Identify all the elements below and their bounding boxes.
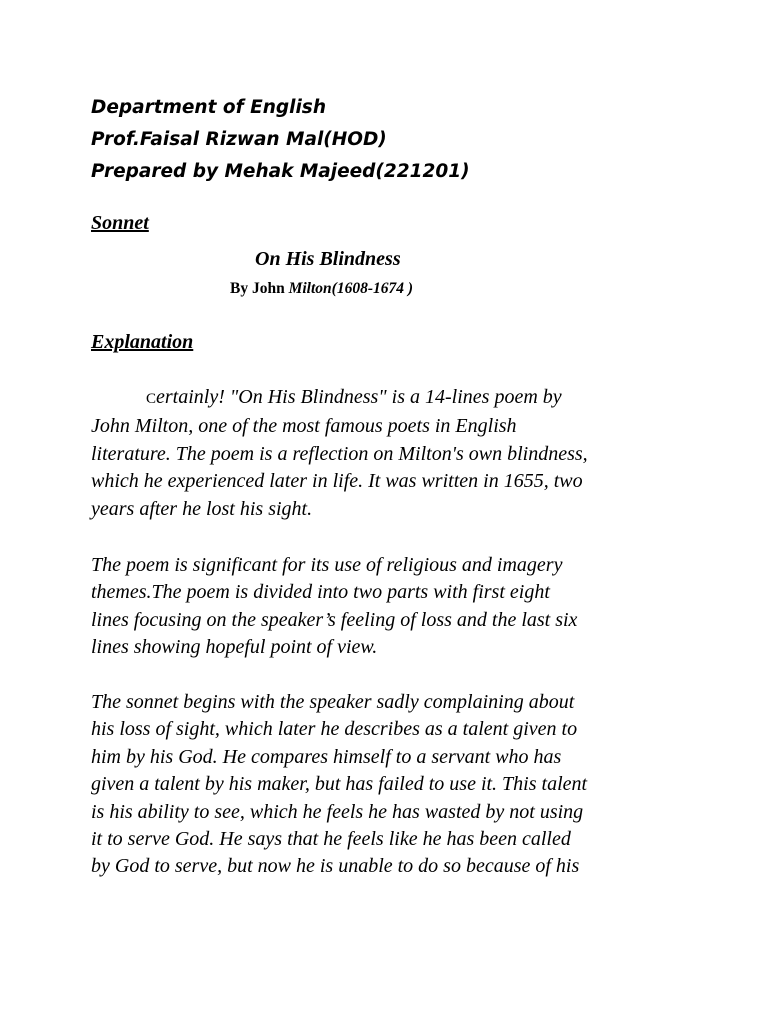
- paragraph-2: [91, 552, 577, 662]
- paragraph-line: by God to serve, but now he is unable to do so because of his: [91, 855, 580, 878]
- paragraph-line: The poem is significant for its use of religious and imagery: [91, 554, 563, 576]
- paragraph-line: years after he lost his sight.: [91, 497, 313, 520]
- professor-line: Prof.Faisal Rizwan Mal(HOD): [91, 129, 387, 150]
- paragraph-line: his loss of sight, which later he describes as a talent given to: [91, 718, 578, 741]
- document-header: [91, 92, 470, 188]
- poem-title: On His Blindness: [255, 248, 401, 270]
- paragraph-line: lines showing hopeful point of view.: [91, 636, 378, 659]
- paragraph-3: [91, 689, 587, 881]
- paragraph-line: given a talent by his maker, but has failed to use it. This talent: [91, 773, 588, 796]
- paragraph-1: [91, 384, 588, 523]
- paragraph-line: is his ability to see, which he feels he has wasted by not using: [91, 800, 584, 823]
- sonnet-heading: Sonnet: [91, 212, 149, 234]
- paragraph-line: him by his God. He compares himself to a servant who has: [91, 745, 562, 768]
- paragraph-line: John Milton, one of the most famous poets in English: [91, 415, 517, 438]
- paragraph-line: which he experienced later in life. It was written in 1655, two: [91, 470, 583, 493]
- paragraph-line: lines focusing on the speaker’s feeling of loss and the last six: [91, 608, 578, 631]
- paragraph-line: Certainly! "On His Blindness" is a 14-lines poem by: [146, 386, 562, 408]
- paragraph-line: The sonnet begins with the speaker sadly complaining about: [91, 691, 575, 713]
- paragraph-line: literature. The poem is a reflection on Milton's own blindness,: [91, 442, 588, 465]
- byline-prefix: By John: [230, 280, 285, 297]
- first-letter: C: [146, 391, 157, 407]
- byline-author: Milton(1608-1674 ): [288, 280, 414, 297]
- paragraph-line: it to serve God. He says that he feels like he has been called: [91, 828, 571, 851]
- prepared-by-line: Prepared by Mehak Majeed(221201): [91, 161, 470, 182]
- department-line: Department of English: [91, 97, 326, 118]
- paragraph-line: themes.The poem is divided into two parts with first eight: [91, 581, 550, 604]
- poem-byline: [230, 280, 413, 298]
- explanation-heading: Explanation: [91, 331, 194, 353]
